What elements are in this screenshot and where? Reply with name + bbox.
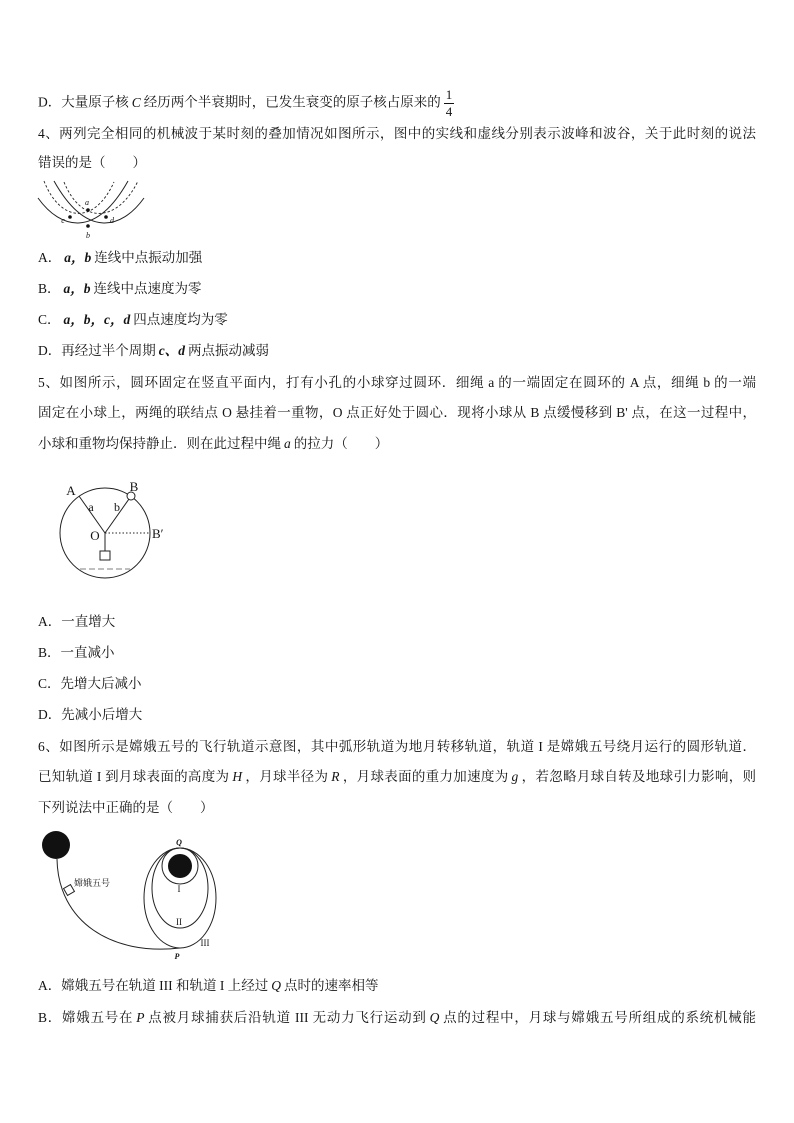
label-rope-a: a xyxy=(88,500,94,514)
stem-text: ，月球半径为 xyxy=(245,769,329,784)
q5-option-a xyxy=(38,613,115,631)
q5-option-b xyxy=(38,644,115,662)
option-text: 点时的速率相等 xyxy=(283,978,379,993)
q4-option-c xyxy=(38,311,228,329)
option-label: D． xyxy=(38,707,62,722)
option-text: 连线中点振动加强 xyxy=(94,250,203,265)
stem-text: ，月球表面的重力加速度为 xyxy=(342,769,509,784)
q5-stem-line-2: 固定在小球上，两绳的联结点 O 悬挂着一重物，O 点正好处于圆心．现将小球从 B 点缓慢移到 B' 点，在这一过程中， xyxy=(38,405,756,420)
crest-arc-2 xyxy=(54,181,144,223)
option-text: 一直减小 xyxy=(60,645,115,660)
q6-stem-line-2 xyxy=(38,768,756,786)
label-c: c xyxy=(61,216,65,225)
label-B-prime: B′ xyxy=(152,526,164,541)
option-label: D． xyxy=(38,94,62,110)
option-variables: a，b xyxy=(63,281,91,296)
option-text: 嫦娥五号在轨道 III 和轨道 I 上经过 xyxy=(61,978,269,993)
trough-arc-2 xyxy=(64,181,138,213)
option-text: 点被月球捕获后沿轨道 III 无动力飞行运动到 xyxy=(147,1010,427,1025)
option-label: A． xyxy=(38,250,62,265)
label-orbit-II: II xyxy=(176,917,182,927)
fraction-denominator: 4 xyxy=(445,104,453,119)
stem-text: 已知轨道 I 到月球表面的高度为 xyxy=(38,769,230,784)
q3-option-d xyxy=(38,88,454,119)
label-A: A xyxy=(66,483,76,498)
option-text: 连线中点速度为零 xyxy=(93,281,202,296)
option-variables: a，b，c，d xyxy=(63,312,131,327)
option-text: 点的过程中，月球与嫦娥五号所组成的系统机械能 xyxy=(442,1010,756,1025)
variable-Q: Q xyxy=(429,1010,440,1025)
q4-option-b xyxy=(38,280,202,298)
option-text: 嫦娥五号在 xyxy=(62,1010,134,1025)
option-variables: c、d xyxy=(158,343,185,358)
q6-orbit-figure xyxy=(36,826,218,966)
trough-arc-1 xyxy=(44,181,114,213)
label-orbit-I: I xyxy=(177,884,181,894)
spacecraft-icon xyxy=(64,885,75,896)
option-text: 四点速度均为零 xyxy=(133,312,228,327)
q5-stem-line-3 xyxy=(38,435,388,453)
q5-ring-figure xyxy=(56,478,178,586)
label-O: O xyxy=(90,528,100,543)
q4-stem-line-2: 错误的是（ ） xyxy=(38,155,146,170)
point-d xyxy=(104,215,108,219)
stem-text: 的拉力（ ） xyxy=(293,436,389,451)
option-label: A． xyxy=(38,614,62,629)
variable-a: a xyxy=(284,436,291,451)
point-c xyxy=(68,215,72,219)
variable-g: g xyxy=(511,769,519,784)
q6-stem-line-3: 下列说法中正确的是（ ） xyxy=(38,800,214,815)
stem-text: ，若忽略月球自转及地球引力影响，则 xyxy=(521,769,757,784)
label-craft: 嫦娥五号 xyxy=(74,878,111,888)
q5-option-d xyxy=(38,706,142,724)
point-a xyxy=(86,208,90,212)
stem-text: 小球和重物均保持静止．则在此过程中绳 xyxy=(38,436,281,451)
weight-box xyxy=(100,551,110,560)
option-label: D． xyxy=(38,343,62,358)
option-label: A． xyxy=(38,978,62,993)
option-text: 再经过半个周期 xyxy=(61,343,156,358)
q4-stem-line-1: 4、两列完全相同的机械波于某时刻的叠加情况如图所示，图中的实线和虚线分别表示波峰和波谷，关于此时刻的说法 xyxy=(38,126,756,141)
option-text: 一直增大 xyxy=(61,614,116,629)
q6-option-a xyxy=(38,977,378,995)
option-label: B． xyxy=(38,281,61,296)
variable-P: P xyxy=(136,1010,145,1025)
option-label: C． xyxy=(38,312,61,327)
fraction-numerator: 1 xyxy=(445,87,453,102)
label-b: b xyxy=(86,231,90,240)
variable-c: C xyxy=(131,94,141,110)
q5-stem-line-1: 5、如图所示，圆环固定在竖直平面内，打有小孔的小球穿过圆环．细绳 a 的一端固定在圆环的 A 点，细绳 b 的一端 xyxy=(38,375,756,390)
point-b xyxy=(86,224,90,228)
moon xyxy=(168,854,192,878)
label-rope-b: b xyxy=(114,500,120,514)
transfer-orbit xyxy=(57,859,180,949)
q4-wave-figure xyxy=(36,178,148,244)
fraction xyxy=(444,88,455,119)
q6-option-b xyxy=(38,1009,756,1027)
option-text: 先减小后增大 xyxy=(61,707,143,722)
label-d: d xyxy=(110,216,114,225)
variable-H: H xyxy=(232,769,243,784)
option-label: B． xyxy=(38,645,61,660)
q4-option-d xyxy=(38,342,269,360)
q5-option-c xyxy=(38,675,142,693)
label-a: a xyxy=(85,198,89,207)
crest-arc-1 xyxy=(38,181,128,223)
q4-option-a xyxy=(38,249,202,267)
label-Q: Q xyxy=(176,838,182,847)
earth xyxy=(42,831,70,859)
option-label: B． xyxy=(38,1010,63,1025)
option-text: 大量原子核 xyxy=(61,94,129,110)
variable-Q: Q xyxy=(271,978,281,993)
label-orbit-III: III xyxy=(200,938,210,948)
option-variables: a，b xyxy=(64,250,92,265)
label-P: P xyxy=(174,952,180,961)
option-text: 先增大后减小 xyxy=(60,676,142,691)
q6-stem-line-1: 6、如图所示是嫦娥五号的飞行轨道示意图，其中弧形轨道为地月转移轨道，轨道 I 是嫦娥五号绕月运行的圆形轨道． xyxy=(38,739,756,754)
option-label: C． xyxy=(38,676,61,691)
label-B: B xyxy=(129,479,139,494)
variable-R: R xyxy=(331,769,340,784)
option-text: 两点振动减弱 xyxy=(188,343,269,358)
option-text: 经历两个半衰期时，已发生衰变的原子核占原来的 xyxy=(143,94,441,110)
